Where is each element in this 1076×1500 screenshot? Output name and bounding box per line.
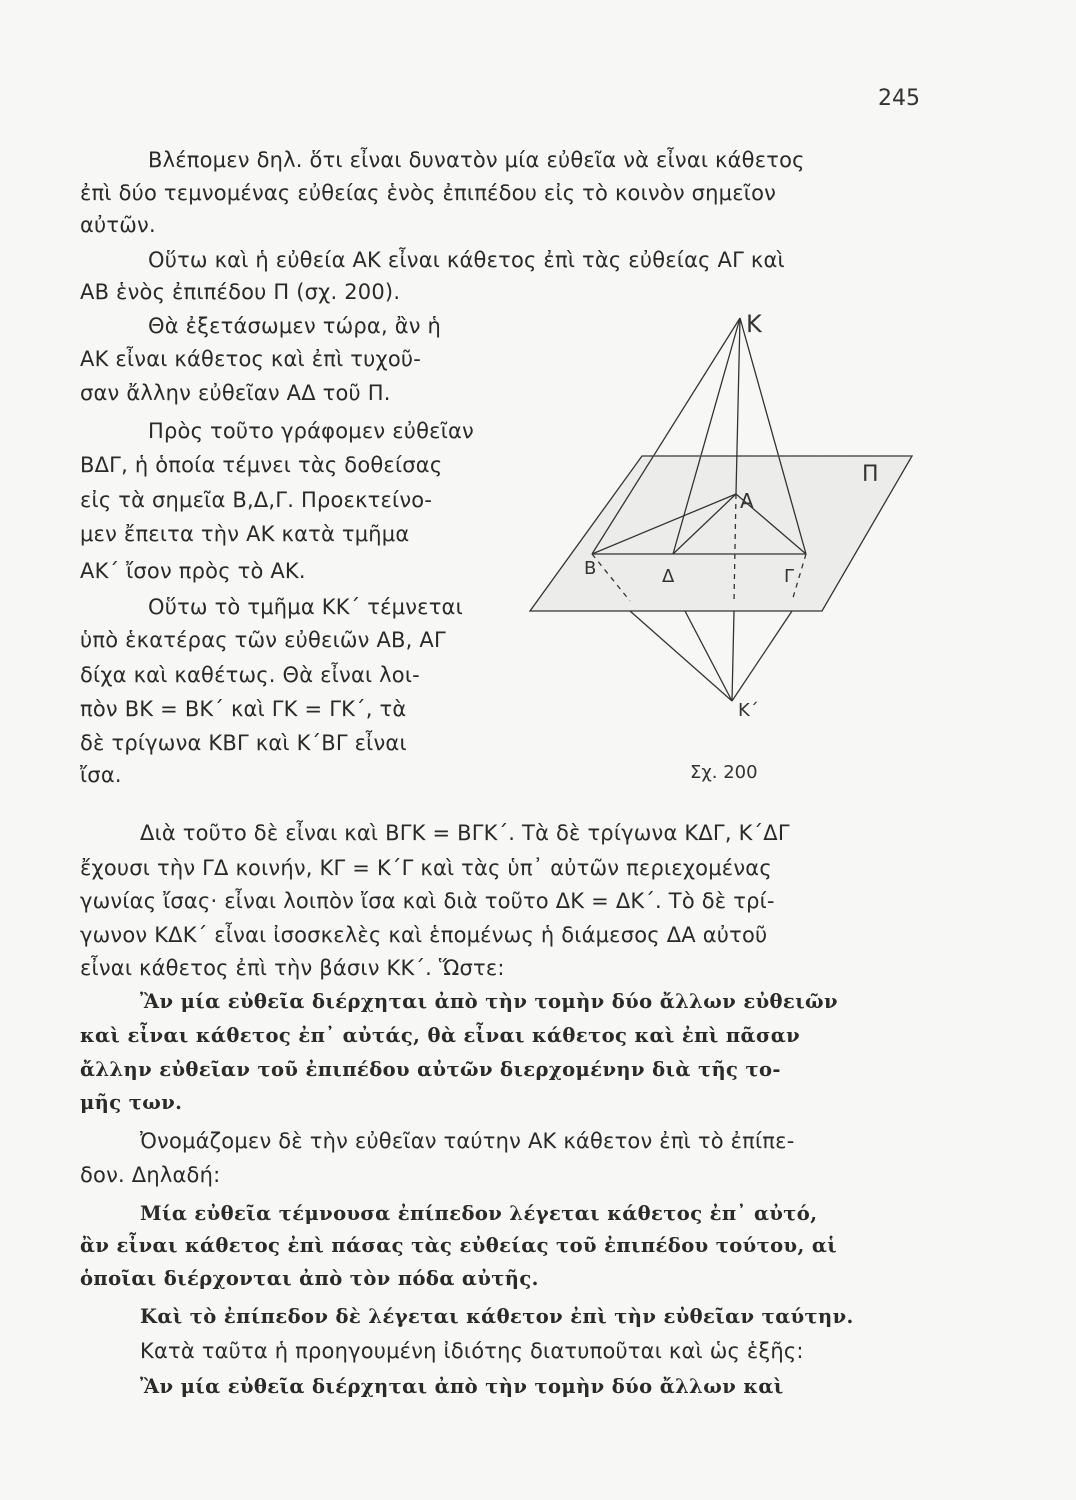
line-GKp xyxy=(732,611,792,701)
figure-200 xyxy=(520,296,930,796)
label-Pi: Π xyxy=(862,462,879,487)
line-BKp xyxy=(630,611,732,701)
label-K-prime: Κ΄ xyxy=(738,700,759,721)
text-line: γωνον ΚΔΚ΄ εἶναι ἰσοσκελὲς καὶ ἑπομένως ἡ διάμεσος ΔΑ αὐτοῦ xyxy=(80,923,768,947)
label-A: Α xyxy=(740,489,754,513)
text-line: δὲ τρίγωνα ΚΒΓ καὶ Κ΄ΒΓ εἶναι xyxy=(80,731,407,755)
figure-caption: Σχ. 200 xyxy=(690,762,758,783)
text-line: μεν ἔπειτα τὴν ΑΚ κατὰ τμῆμα xyxy=(80,522,410,546)
text-line: δίχα καὶ καθέτως. Θὰ εἶναι λοι- xyxy=(80,663,420,687)
text-line: ἐπὶ δύο τεμνομένας εὐθείας ἑνὸς ἐπιπέδου εἰς τὸ κοινὸν σημεῖον xyxy=(80,181,777,205)
text-line: Πρὸς τοῦτο γράφομεν εὐθεῖαν xyxy=(148,419,474,443)
text-line: ΑΒ ἑνὸς ἐπιπέδου Π (σχ. 200). xyxy=(80,280,401,304)
text-line: ἔχουσι τὴν ΓΔ κοινήν, ΚΓ = Κ΄Γ καὶ τὰς ὑπ᾿ αὐτῶν περιεχομένας xyxy=(80,856,772,880)
text-line: ΑΚ εἶναι κάθετος καὶ ἐπὶ τυχοῦ- xyxy=(80,347,422,371)
line-DKp xyxy=(685,611,732,701)
text-line: καὶ εἶναι κάθετος ἐπ᾿ αὐτάς, θὰ εἶναι κάθετος καὶ ἐπὶ πᾶσαν xyxy=(80,1024,801,1047)
text-line: εἶναι κάθετος ἐπὶ τὴν βάσιν ΚΚ΄. Ὥστε: xyxy=(80,956,505,980)
text-line: ὁποῖαι διέρχονται ἀπὸ τὸν πόδα αὐτῆς. xyxy=(80,1267,539,1290)
text-line: δον. Δηλαδή: xyxy=(80,1163,221,1187)
page-number: 245 xyxy=(878,86,920,111)
text-line: ὑπὸ ἑκατέρας τῶν εὐθειῶν ΑΒ, ΑΓ xyxy=(80,628,446,652)
text-line: Ἂν μία εὐθεῖα διέρχηται ἀπὸ τὴν τομὴν δύο ἄλλων εὐθειῶν xyxy=(140,990,838,1013)
text-line: εἰς τὰ σημεῖα Β,Δ,Γ. Προεκτείνο- xyxy=(80,488,433,512)
text-line: Οὕτω τὸ τμῆμα ΚΚ΄ τέμνεται xyxy=(148,595,463,619)
text-line: Θὰ ἐξετάσωμεν τώρα, ἂν ἡ xyxy=(148,314,442,338)
text-line: Διὰ τοῦτο δὲ εἶναι καὶ ΒΓΚ = ΒΓΚ΄. Τὰ δὲ τρίγωνα ΚΔΓ, Κ΄ΔΓ xyxy=(140,821,790,845)
text-line: Μία εὐθεῖα τέμνουσα ἐπίπεδον λέγεται κάθετος ἐπ᾿ αὐτό, xyxy=(140,1202,818,1225)
pyramid-diagram xyxy=(520,296,930,796)
text-line: αὐτῶν. xyxy=(80,213,156,237)
text-line: ἂν εἶναι κάθετος ἐπὶ πάσας τὰς εὐθείας τοῦ ἐπιπέδου τούτου, αἱ xyxy=(80,1234,838,1257)
label-G: Γ xyxy=(784,566,795,587)
text-line: σαν ἄλλην εὐθεῖαν ΑΔ τοῦ Π. xyxy=(80,381,391,405)
text-line: ΒΔΓ, ἡ ὁποία τέμνει τὰς δοθείσας xyxy=(80,453,443,477)
text-line: γωνίας ἴσας· εἶναι λοιπὸν ἴσα καὶ διὰ τοῦτο ΔΚ = ΔΚ΄. Τὸ δὲ τρί- xyxy=(80,889,775,913)
text-line: μῆς των. xyxy=(80,1091,183,1114)
plane-pi xyxy=(530,456,912,611)
label-D: Δ xyxy=(662,566,675,587)
text-line: Βλέπομεν δηλ. ὅτι εἶναι δυνατὸν μία εὐθεῖα νὰ εἶναι κάθετος xyxy=(148,148,805,172)
text-line: ἴσα. xyxy=(80,763,122,787)
text-line: ΑΚ΄ ἴσον πρὸς τὸ ΑΚ. xyxy=(80,559,306,583)
text-line: Ἂν μία εὐθεῖα διέρχηται ἀπὸ τὴν τομὴν δύο ἄλλων καὶ xyxy=(140,1375,784,1398)
label-K: Κ xyxy=(746,310,762,338)
text-line: πὸν ΒΚ = ΒΚ΄ καὶ ΓΚ = ΓΚ΄, τὰ xyxy=(80,697,407,721)
line-AKp xyxy=(732,611,734,701)
text-line: ἄλλην εὐθεῖαν τοῦ ἐπιπέδου αὐτῶν διερχομένην διὰ τῆς το- xyxy=(80,1058,781,1081)
text-line: Ὀνομάζομεν δὲ τὴν εὐθεῖαν ταύτην ΑΚ κάθετον ἐπὶ τὸ ἐπίπε- xyxy=(140,1129,795,1153)
text-line: Κατὰ ταῦτα ἡ προηγουμένη ἰδιότης διατυποῦται καὶ ὡς ἑξῆς: xyxy=(140,1339,804,1363)
text-line: Οὕτω καὶ ἡ εὐθεία ΑΚ εἶναι κάθετος ἐπὶ τὰς εὐθείας ΑΓ καὶ xyxy=(148,248,785,272)
label-B: Β xyxy=(584,558,597,579)
text-line: Καὶ τὸ ἐπίπεδον δὲ λέγεται κάθετον ἐπὶ τὴν εὐθεῖαν ταύτην. xyxy=(140,1305,854,1328)
